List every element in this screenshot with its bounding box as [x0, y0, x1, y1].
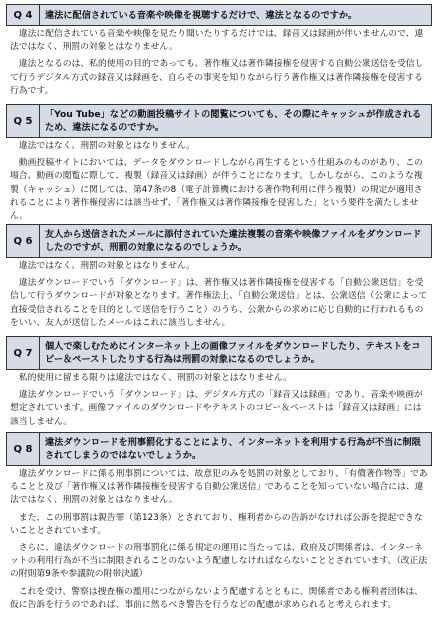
question-number: Q 7: [7, 337, 40, 369]
answer-paragraph: 違法に配信されている音楽や映像を見たり聞いたりするだけでは、録音又は録画が伴いませんので、違法ではなく、刑罰の対象とはなりません。: [10, 29, 424, 53]
answer-paragraph: 動画投稿サイトにおいては、データをダウンロードしながら再生するという仕組みのものがあり、この場合、動画の閲覧に際して、複製（録音又は録画）が伴うことになります。しかしながら、このような複製（キャッシュ）に関しては、第47条の8（電子計算機における著作物利用に伴う複製）の規定が適用されることにより著作権侵害には該当せず、「著作権又は著作隣接権を侵害した」という要件を満たしません。: [10, 158, 423, 222]
faq-page: [6, 0, 432, 640]
answer-paragraph: 私的使用に留まる限りは違法ではなく、刑罰の対象とはなりません。: [18, 373, 292, 383]
answer: [6, 468, 432, 616]
answer-paragraph: 違法ダウンロードでいう「ダウンロード」は、デジタル方式の「録音又は録画」であり、音楽や映画が想定されています。画像ファイルのダウンロードやテキストのコピー＆ペーストは「録音又は録画」には該当しません。: [10, 390, 423, 427]
answer: [6, 28, 432, 102]
question-text: 違法ダウンロードを刑事罰化することにより、インターネットを利用する行為が不当に制限されてしまうのではないでしょうか。: [45, 437, 421, 461]
question-number: Q 6: [7, 225, 40, 257]
question-text: 「You Tube」などの動画投稿サイトの閲覧についても、その際にキャッシュが作成されるため、違法になるのですか。: [45, 109, 422, 133]
question-text: 友人から送信されたメールに添付されていた違法複製の音楽や映像ファイルをダウンロードしたのですが、刑罰の対象になるのでしょうか。: [45, 229, 422, 253]
answer-paragraph: これを受け、警察は捜査権の濫用につながらないよう配慮するとともに、関係者である権利者団体は、仮に告訴を行うのであれば、事前に然るべき警告を行うなどの配慮が求められると考えられます。: [10, 586, 423, 610]
question-number: Q 5: [7, 105, 40, 137]
answer: [6, 260, 432, 334]
question-text: 違法に配信されている音楽や映像を視聴するだけで、違法となるのですか。: [45, 10, 358, 21]
answer-paragraph: 違法ダウンロードでいう「ダウンロード」は、著作権又は著作隣接権を侵害する「自動公衆送信」を受信して行うダウンロードが対象となります。著作権法上、「自動公衆送信」とは、公衆送信（公衆によって直接受信されることを目的として送信を行うこと）のうち、公衆からの求めに応じ自動的に行われるものをいい、友人が送信したメールはこれに該当しません。: [10, 278, 428, 328]
answer-paragraph: 違法となるのは、私的使用の目的であっても、著作権又は著作隣接権を侵害する自動公衆送信を受信して行うデジタル方式の録音又は録画を、自らその事実を知りながら行う著作権又は著作隣接権を侵害する行為です。: [10, 59, 424, 96]
answer-paragraph: 違法ではなく、刑罰の対象とはなりません。: [18, 141, 196, 151]
answer-paragraph: また、この刑事罰は親告罪（第123条）とされており、権利者からの告訴がなければ公訴を提起できないこととされています。: [10, 512, 423, 536]
question-number: Q 8: [7, 433, 40, 465]
question-row: [6, 104, 432, 138]
question-number: Q 4: [7, 5, 40, 25]
answer: [6, 372, 432, 433]
answer-paragraph: 違法ではなく、刑罰の対象とはなりません。: [18, 261, 196, 271]
answer-paragraph: さらに、違法ダウンロードの刑事罰化に係る規定の運用に当たっては、政府及び関係者は、インターネットの利用行為が不当に制限されることのないよう配慮しなければならないこととされています。（改正法の附則第9条や参議院の附帯決議）: [10, 543, 428, 580]
question-row: [6, 4, 432, 26]
answer: [6, 140, 432, 227]
question-row: [6, 336, 432, 370]
question-text: 個人で楽しむためにインターネット上の画像ファイルをダウンロードしたり、テキストをコピー＆ペーストしたりする行為は刑罰の対象になるのでしょうか。: [45, 341, 421, 365]
answer-paragraph: 違法ダウンロードに係る刑事罰については、故意犯のみを処罰の対象としており、「有償著作物等」であることと及び「著作権又は著作隣接権を侵害する自動公衆送信」であることを知っていない場合には、違法ではなく、刑罰の対象とはなりません。: [10, 469, 428, 506]
question-row: [6, 224, 432, 258]
question-row: [6, 432, 432, 466]
